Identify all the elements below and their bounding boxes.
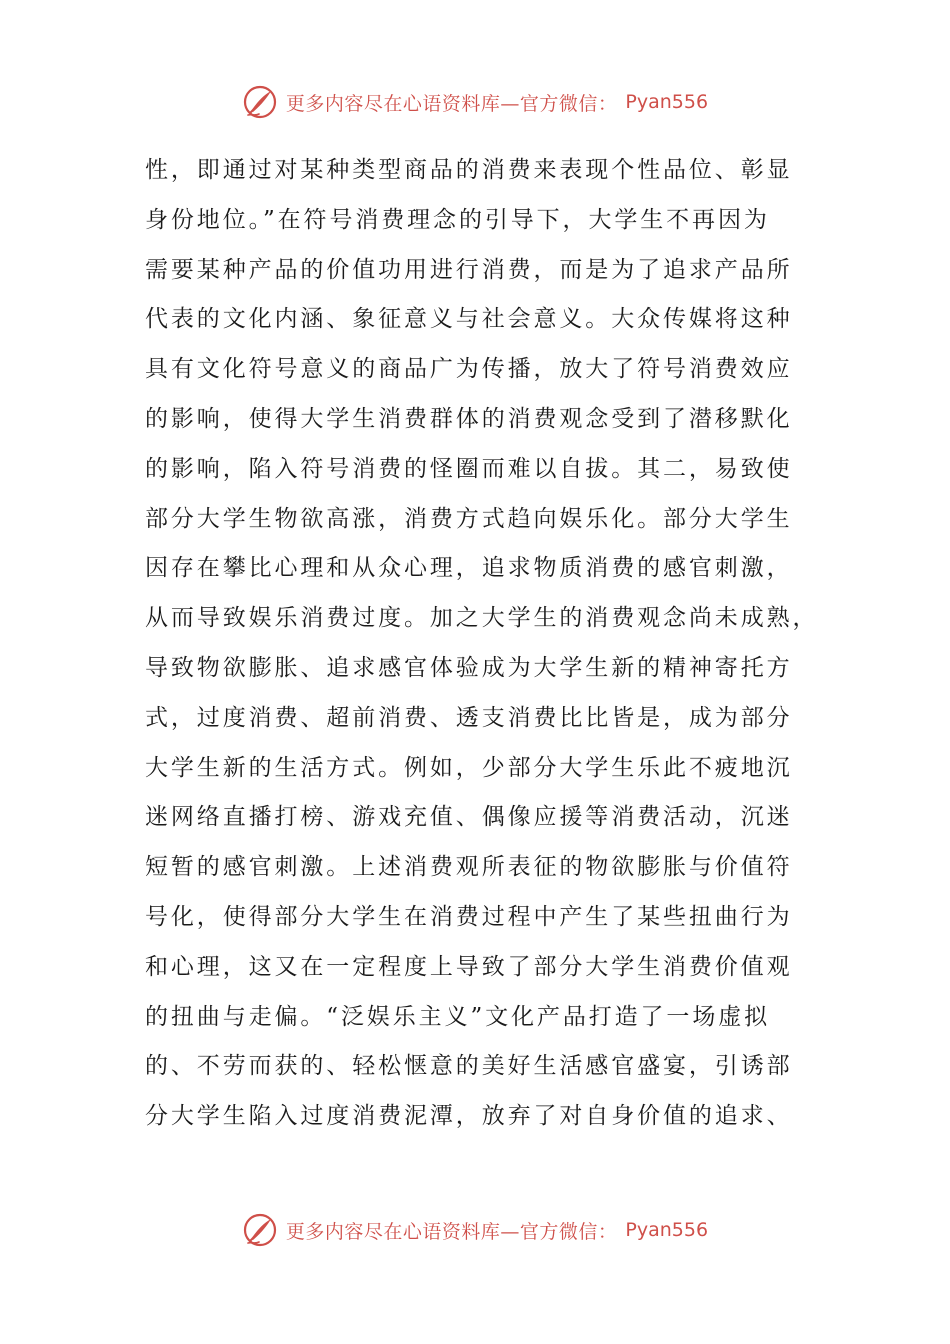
body-line: 分大学生陷入过度消费泥潭，放弃了对自身价值的追求、 — [145, 1103, 793, 1130]
header-banner — [0, 80, 950, 124]
body-line: 的影响，使得大学生消费群体的消费观念受到了潜移默化 — [145, 405, 793, 432]
body-line: 式，过度消费、超前消费、透支消费比比皆是，成为部分 — [145, 704, 793, 731]
header-banner-wechat-id: Pyan556 — [625, 91, 709, 113]
body-line: 大学生新的生活方式。例如，少部分大学生乐此不疲地沉 — [145, 754, 793, 781]
body-line: 导致物欲膨胀、追求感官体验成为大学生新的精神寄托方 — [145, 654, 793, 681]
body-line: 短暂的感官刺激。上述消费观所表征的物欲膨胀与价值符 — [145, 854, 793, 881]
body-line: 的影响，陷入符号消费的怪圈而难以自拔。其二，易致使 — [145, 455, 793, 482]
header-banner-text: 更多内容尽在心语资料库—官方微信： — [285, 92, 618, 115]
body-line: 从而导致娱乐消费过度。加之大学生的消费观念尚未成熟， — [145, 605, 819, 632]
body-line: 迷网络直播打榜、游戏充值、偶像应援等消费活动，沉迷 — [145, 804, 793, 831]
footer-banner — [0, 1208, 950, 1252]
body-line: 代表的文化内涵、象征意义与社会意义。大众传媒将这种 — [145, 306, 793, 333]
body-line: 的、不劳而获的、轻松惬意的美好生活感官盛宴，引诱部 — [145, 1053, 793, 1080]
footer-banner-wechat-id: Pyan556 — [625, 1219, 709, 1241]
body-line: 性，即通过对某种类型商品的消费来表现个性品位、彰显 — [145, 157, 793, 183]
body-line: 具有文化符号意义的商品广为传播，放大了符号消费效应 — [145, 356, 793, 383]
document-body — [145, 146, 825, 1142]
footer-banner-text: 更多内容尽在心语资料库—官方微信： — [285, 1220, 618, 1243]
body-line: 和心理，这又在一定程度上导致了部分大学生消费价值观 — [145, 953, 793, 980]
feather-pen-logo-icon — [242, 1212, 278, 1248]
body-line: 需要某种产品的价值功用进行消费，而是为了追求产品所 — [145, 256, 793, 283]
body-line: 身份地位。”在符号消费理念的引导下，大学生不再因为 — [145, 206, 770, 233]
body-line: 因存在攀比心理和从众心理，追求物质消费的感官刺激， — [145, 555, 793, 582]
body-line: 部分大学生物欲高涨，消费方式趋向娱乐化。部分大学生 — [145, 505, 793, 532]
feather-pen-logo-icon — [242, 84, 278, 120]
body-line: 号化，使得部分大学生在消费过程中产生了某些扭曲行为 — [145, 903, 793, 930]
body-line: 的扭曲与走偏。“泛娱乐主义”文化产品打造了一场虚拟 — [145, 1003, 771, 1030]
